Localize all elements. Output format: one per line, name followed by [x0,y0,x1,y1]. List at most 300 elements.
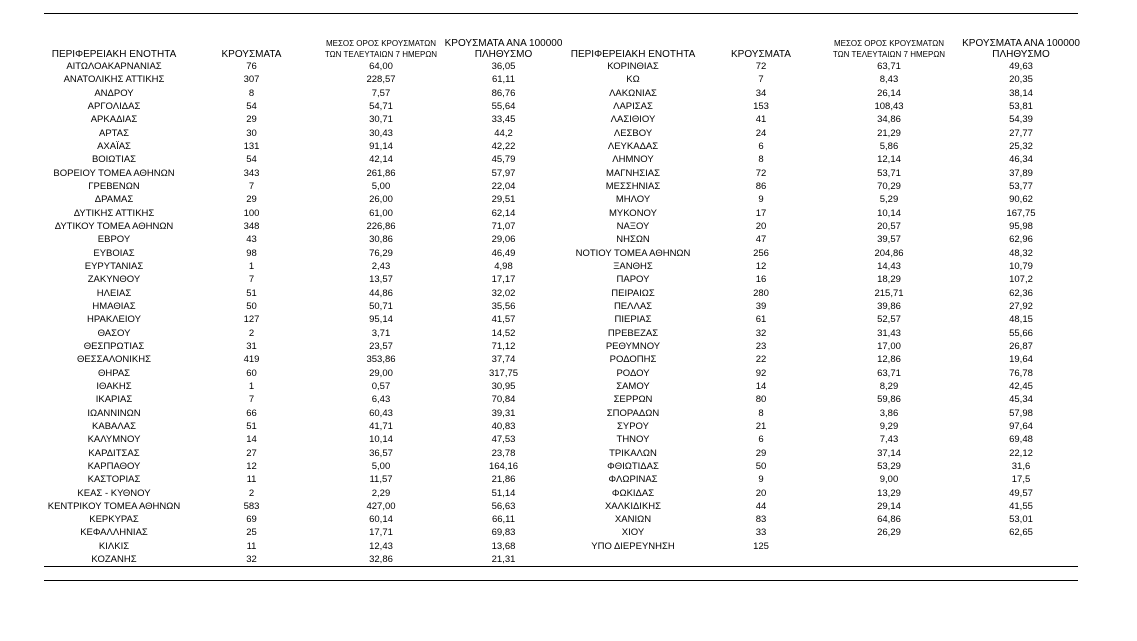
cell-cases: 83 [755,514,767,526]
cell-7day-average: 29,14 [877,500,901,512]
cell-7day-average: 226,86 [366,220,396,232]
cell-7day-average: 91,14 [369,140,393,152]
cell-per-100k: 13,68 [491,540,516,552]
cell-region: ΚΕΦΑΛΛΗΝΙΑΣ [80,527,148,539]
table-row [565,540,1085,553]
table-row [565,447,1085,460]
cell-7day-average: 215,71 [874,287,904,299]
table-row [565,526,1085,539]
cell-per-100k: 167,75 [1006,207,1036,219]
header-cases: ΚΡΟΥΣΜΑΤΑ [221,49,282,60]
cell-per-100k: 21,86 [491,474,516,486]
cell-cases: 2 [248,487,255,499]
table-row [44,87,564,100]
cell-7day-average: 29,00 [369,367,393,379]
table-row [565,367,1085,380]
cell-7day-average: 20,57 [877,220,901,232]
cell-7day-average: 42,14 [369,154,393,166]
cell-per-100k: 33,45 [491,114,516,126]
cell-region: ΑΡΤΑΣ [99,127,129,139]
cell-region: ΒΟΙΩΤΙΑΣ [91,154,137,166]
cell-cases: 20 [755,220,767,232]
cell-7day-average: 7,57 [371,87,391,99]
cell-region: ΝΑΞΟΥ [616,220,650,232]
cell-cases: 1 [248,380,255,392]
cell-region: ΓΡΕΒΕΝΩΝ [88,180,140,192]
cell-7day-average: 76,29 [369,247,393,259]
cell-7day-average: 34,86 [877,114,901,126]
cell-7day-average: 26,14 [877,87,901,99]
cell-cases: 54 [246,154,257,166]
cell-7day-average: 13,57 [369,274,393,286]
cell-7day-average: 14,43 [877,260,901,272]
cell-7day-average: 64,86 [877,514,901,526]
header-7day-average: ΜΕΣΟΣ ΟΡΟΣ ΚΡΟΥΣΜΑΤΩΝ ΤΩΝ ΤΕΛΕΥΤΑΙΩΝ 7 ΗΜΕΡΩΝ [832,39,946,59]
cell-region: ΚΑΡΠΑΘΟΥ [87,460,141,472]
cell-cases: 20 [755,487,767,499]
cell-per-100k: 49,57 [1009,487,1033,499]
cell-per-100k: 17,5 [1011,474,1031,486]
table-row [44,113,564,126]
cell-cases: 60 [246,367,257,379]
cell-7day-average: 21,29 [877,127,901,139]
table-row [44,447,564,460]
cell-7day-average: 31,43 [877,327,901,339]
cell-cases: 153 [753,100,769,112]
cell-region: ΦΩΚΙΔΑΣ [611,487,655,499]
cell-region: ΙΚΑΡΙΑΣ [95,394,133,406]
cell-region: ΣΑΜΟΥ [616,380,650,392]
cell-cases: 30 [246,127,257,139]
cell-region: ΚΑΒΑΛΑΣ [92,420,136,432]
cell-region: ΚΕΑΣ - ΚΥΘΝΟΥ [77,487,151,499]
cell-cases: 280 [753,287,769,299]
cell-per-100k: 29,51 [491,194,516,206]
cell-region: ΠΕΛΛΑΣ [613,300,653,312]
table-row [565,167,1085,180]
cell-cases: 29 [755,447,767,459]
cell-per-100k: 56,63 [491,500,516,512]
cell-per-100k: 76,78 [1009,367,1033,379]
table-row [44,327,564,340]
table-row [44,393,564,406]
cell-per-100k: 29,06 [491,234,516,246]
cell-7day-average: 53,71 [877,167,901,179]
table-row [44,233,564,246]
cell-7day-average: 61,00 [369,207,393,219]
cell-7day-average: 5,86 [879,140,899,152]
cell-region: ΑΝΔΡΟΥ [94,87,134,99]
table-row [565,273,1085,286]
table-row [44,73,564,86]
cell-cases: 256 [753,247,769,259]
cell-per-100k: 46,34 [1009,154,1033,166]
cell-per-100k: 55,64 [491,100,516,112]
cell-region: ΗΜΑΘΙΑΣ [92,300,136,312]
cell-per-100k: 51,14 [491,487,516,499]
cell-region: ΜΕΣΣΗΝΙΑΣ [605,180,661,192]
cell-7day-average: 0,57 [371,380,391,392]
table-row [44,127,564,140]
cell-cases: 25 [246,527,257,539]
cell-7day-average: 108,43 [874,100,904,112]
table-row [44,247,564,260]
table-row [44,460,564,473]
table-row [565,380,1085,393]
cell-7day-average: 9,00 [879,474,899,486]
cell-cases: 100 [243,207,260,219]
cell-region: ΑΡΚΑΔΙΑΣ [90,114,138,126]
cell-per-100k: 46,49 [491,247,516,259]
cell-per-100k [957,540,1085,553]
cell-cases: 76 [246,61,257,72]
cell-region: ΘΕΣΣΑΛΟΝΙΚΗΣ [77,354,151,366]
cell-region: ΑΙΤΩΛΟΑΚΑΡΝΑΝΙΑΣ [66,61,162,72]
cell-region: ΛΑΚΩΝΙΑΣ [609,87,657,99]
cell-region: ΗΛΕΙΑΣ [96,287,132,299]
table-row [44,313,564,326]
table-row [44,540,564,553]
table-row [44,473,564,486]
cell-7day-average: 37,14 [877,447,901,459]
cell-cases: 419 [243,354,260,366]
table-row [44,367,564,380]
cell-cases: 72 [755,167,767,179]
table-row [565,420,1085,433]
cell-region: ΑΝΑΤΟΛΙΚΗΣ ΑΤΤΙΚΗΣ [63,74,165,86]
cell-cases: 27 [246,447,257,459]
cell-7day-average: 26,29 [877,527,901,539]
cell-cases: 51 [246,287,257,299]
cell-region: ΙΩΑΝΝΙΝΩΝ [87,407,141,419]
header-cases: ΚΡΟΥΣΜΑΤΑ [731,49,791,60]
cell-7day-average: 10,14 [877,207,901,219]
cell-per-100k: 44,2 [494,127,513,139]
cell-region: ΚΟΡΙΝΘΙΑΣ [607,61,659,72]
cell-7day-average: 39,57 [877,234,901,246]
table-row [44,353,564,366]
cell-per-100k: 21,31 [491,554,516,566]
cell-region: ΧΑΝΙΩΝ [614,514,652,526]
cell-per-100k: 42,45 [1009,380,1033,392]
cell-region: ΛΕΣΒΟΥ [613,127,653,139]
cell-cases: 583 [243,500,260,512]
cell-7day-average: 7,43 [879,434,899,446]
table-row [565,460,1085,473]
table-row [565,207,1085,220]
cell-cases: 54 [246,100,257,112]
table-row [565,300,1085,313]
table-row [565,87,1085,100]
cell-region: ΠΙΕΡΙΑΣ [614,314,652,326]
cell-cases: 131 [243,140,260,152]
cell-cases: 23 [755,340,767,352]
table-row [565,73,1085,86]
cell-cases: 50 [755,460,767,472]
cell-region: ΔΥΤΙΚΗΣ ΑΤΤΙΚΗΣ [73,207,155,219]
cell-cases: 47 [755,234,767,246]
table-row [44,207,564,220]
table-row [44,407,564,420]
cell-7day-average: 6,43 [371,394,391,406]
cell-cases: 125 [753,540,769,552]
cell-7day-average: 54,71 [369,100,393,112]
table-row [565,180,1085,193]
cell-region: ΧΑΛΚΙΔΙΚΗΣ [604,500,662,512]
footer-rule [44,580,1078,581]
cell-cases: 11 [246,540,257,552]
cell-per-100k: 26,87 [1009,340,1033,352]
cell-region: ΛΕΥΚΑΔΑΣ [607,140,659,152]
header-7day-average: ΜΕΣΟΣ ΟΡΟΣ ΚΡΟΥΣΜΑΤΩΝ ΤΩΝ ΤΕΛΕΥΤΑΙΩΝ 7 ΗΜΕΡΩΝ [324,39,438,59]
cell-cases: 343 [243,167,260,179]
cell-cases: 32 [755,327,767,339]
cell-region: ΛΗΜΝΟΥ [612,154,654,166]
table-row [565,127,1085,140]
cell-7day-average: 17,00 [877,340,901,352]
cell-cases: 61 [755,314,767,326]
cell-per-100k: 86,76 [491,87,516,99]
cell-per-100k: 48,15 [1009,314,1033,326]
cell-region: ΘΕΣΠΡΩΤΙΑΣ [83,340,145,352]
cell-per-100k: 57,97 [491,167,516,179]
cell-cases: 17 [755,207,767,219]
cell-region: ΦΛΩΡΙΝΑΣ [608,474,658,486]
cell-per-100k: 35,56 [491,300,516,312]
cell-region: ΜΥΚΟΝΟΥ [609,207,657,219]
cell-per-100k: 61,11 [491,74,516,86]
cell-7day-average: 5,29 [879,194,899,206]
cell-per-100k: 31,6 [1011,460,1031,472]
cell-cases: 31 [246,340,257,352]
cell-region: ΘΑΣΟΥ [97,327,131,339]
cell-region: ΛΑΡΙΣΑΣ [613,100,653,112]
table-row [565,247,1085,260]
table-row [44,220,564,233]
cell-per-100k: 62,96 [1009,234,1033,246]
cell-7day-average: 63,71 [877,367,901,379]
table-row [44,167,564,180]
cell-region: ΥΠΟ ΔΙΕΡΕΥΝΗΣΗ [591,540,675,552]
cell-region: ΚΑΡΔΙΤΣΑΣ [88,447,140,459]
cell-per-100k: 22,12 [1009,447,1033,459]
cell-per-100k: 95,98 [1009,220,1033,232]
cell-7day-average: 41,71 [369,420,393,432]
cell-per-100k: 22,04 [491,180,516,192]
cell-7day-average: 44,86 [369,287,393,299]
table-row [565,500,1085,513]
cell-cases: 32 [246,554,257,566]
cell-7day-average: 30,86 [369,234,393,246]
cell-region: ΑΧΑΪΑΣ [97,140,131,152]
cell-per-100k: 10,79 [1009,260,1033,272]
cell-per-100k: 62,36 [1009,287,1033,299]
table-row [565,260,1085,273]
table-row [44,273,564,286]
table-row [565,327,1085,340]
cell-per-100k: 48,32 [1009,247,1033,259]
cell-per-100k: 25,32 [1009,140,1033,152]
header-cases-per-100k: ΚΡΟΥΣΜΑΤΑ ΑΝΑ 100000 ΠΛΗΘΥΣΜΟ [962,38,1080,60]
cell-7day-average: 32,86 [369,554,393,566]
cell-7day-average: 60,43 [369,407,393,419]
cell-7day-average [821,540,957,553]
table-row [44,287,564,300]
cell-per-100k: 107,2 [1009,274,1033,286]
cell-cases: 29 [246,114,257,126]
table-row [565,153,1085,166]
cell-region: ΚΑΣΤΟΡΙΑΣ [87,474,141,486]
cell-region: ΗΡΑΚΛΕΙΟΥ [87,314,141,326]
cell-per-100k: 164,16 [488,460,519,472]
cell-region: ΞΑΝΘΗΣ [613,260,653,272]
cell-region: ΡΟΔΟΠΗΣ [609,354,657,366]
cell-region: ΚΕΝΤΡΙΚΟΥ ΤΟΜΕΑ ΑΘΗΝΩΝ [47,500,181,512]
cell-cases: 12 [755,260,767,272]
cell-cases: 72 [755,61,767,72]
cell-7day-average: 36,57 [369,447,393,459]
table-row [565,340,1085,353]
cell-region: ΛΑΣΙΘΙΟΥ [610,114,656,126]
cell-cases: 98 [246,247,257,259]
cell-cases: 7 [248,274,255,286]
table-row [44,487,564,500]
cell-region: ΧΙΟΥ [621,527,645,539]
cell-cases: 39 [755,300,767,312]
cell-per-100k: 37,89 [1009,167,1033,179]
cell-cases: 24 [755,127,767,139]
cell-7day-average: 8,43 [879,74,899,86]
table-row [565,113,1085,126]
table-row [565,140,1085,153]
cell-region: ΜΑΓΝΗΣΙΑΣ [606,167,660,179]
cell-7day-average: 204,86 [874,247,904,259]
table-row [44,100,564,113]
table-row [44,526,564,539]
cell-7day-average: 64,00 [369,61,393,72]
bottom-rule [44,566,1078,567]
cell-7day-average: 427,00 [366,500,396,512]
cell-per-100k: 62,14 [491,207,516,219]
table-row [565,100,1085,113]
table-row [44,260,564,273]
cell-cases: 9 [758,474,764,486]
cell-per-100k: 36,05 [491,61,516,72]
cell-7day-average: 50,71 [369,300,393,312]
cell-per-100k: 57,98 [1009,407,1033,419]
cell-cases: 1 [248,260,255,272]
cell-region: ΚΙΛΚΙΣ [98,540,130,552]
cell-7day-average: 9,29 [879,420,899,432]
cell-per-100k: 45,34 [1009,394,1033,406]
cell-7day-average: 3,71 [371,327,391,339]
cell-cases: 80 [755,394,767,406]
cell-7day-average: 5,00 [371,460,391,472]
cell-region: ΖΑΚΥΝΘΟΥ [87,274,141,286]
cell-per-100k: 55,66 [1009,327,1033,339]
cell-cases: 11 [246,474,257,486]
table-row [44,433,564,446]
cell-7day-average: 60,14 [369,514,393,526]
cell-region: ΚΩ [626,74,640,86]
cell-region: ΘΗΡΑΣ [97,367,131,379]
table-row [565,287,1085,300]
cell-7day-average: 228,57 [366,74,396,86]
cell-cases: 41 [755,114,767,126]
cell-cases: 9 [758,194,764,206]
cell-region: ΤΡΙΚΑΛΩΝ [609,447,657,459]
cell-cases: 348 [243,220,260,232]
cell-per-100k: 23,78 [491,447,516,459]
cell-region: ΝΗΣΩΝ [616,234,650,246]
cell-7day-average: 10,14 [369,434,393,446]
cell-per-100k: 38,14 [1009,87,1033,99]
header-cases-per-100k: ΚΡΟΥΣΜΑΤΑ ΑΝΑ 100000 ΠΛΗΘΥΣΜΟ [444,38,563,60]
cell-region: ΚΑΛΥΜΝΟΥ [87,434,141,446]
cell-cases: 7 [248,180,255,192]
cell-per-100k: 54,39 [1009,114,1033,126]
cell-region: ΕΒΡΟΥ [97,234,131,246]
cell-region: ΠΑΡΟΥ [616,274,650,286]
cell-per-100k: 53,77 [1009,180,1033,192]
cell-7day-average: 17,71 [369,527,393,539]
cell-per-100k: 45,79 [491,154,516,166]
cell-region: ΕΥΡΥΤΑΝΙΑΣ [84,260,144,272]
cell-cases: 50 [246,300,257,312]
cell-7day-average: 52,57 [877,314,901,326]
cell-7day-average: 26,00 [369,194,393,206]
table-row [565,60,1085,73]
cell-cases: 51 [246,420,257,432]
cell-region: ΚΕΡΚΥΡΑΣ [89,514,139,526]
table-row [44,500,564,513]
cell-per-100k: 27,92 [1009,300,1033,312]
table-row [565,313,1085,326]
cell-per-100k: 32,02 [491,287,516,299]
cell-per-100k: 30,95 [491,380,516,392]
table-row [44,153,564,166]
cell-region: ΕΥΒΟΙΑΣ [93,247,135,259]
cases-table-right [565,36,1085,553]
cell-region: ΣΕΡΡΩΝ [613,394,653,406]
cell-7day-average: 13,29 [877,487,901,499]
cell-per-100k: 62,65 [1009,527,1033,539]
cell-cases: 8 [248,87,255,99]
header-region: ΠΕΡΙΦΕΡΕΙΑΚΗ ΕΝΟΤΗΤΑ [570,49,696,60]
cell-per-100k: 40,83 [491,420,516,432]
cell-per-100k: 90,62 [1009,194,1033,206]
table-row [44,553,564,566]
cell-per-100k: 66,11 [491,514,516,526]
cell-region: ΒΟΡΕΙΟΥ ΤΟΜΕΑ ΑΘΗΝΩΝ [53,167,175,179]
cell-cases: 29 [246,194,257,206]
table-row [44,300,564,313]
cell-per-100k: 41,57 [491,314,516,326]
cell-per-100k: 42,22 [491,140,516,152]
cell-7day-average: 63,71 [877,61,901,72]
cell-7day-average: 70,29 [877,180,901,192]
cell-per-100k: 71,12 [491,340,516,352]
cell-region: ΜΗΛΟΥ [615,194,651,206]
cell-7day-average: 261,86 [366,167,396,179]
cell-cases: 7 [248,394,255,406]
table-row [565,487,1085,500]
table-row [44,140,564,153]
cell-cases: 14 [246,434,257,446]
cell-per-100k: 14,52 [491,327,516,339]
cell-region: ΤΗΝΟΥ [616,434,650,446]
cell-cases: 43 [246,234,257,246]
